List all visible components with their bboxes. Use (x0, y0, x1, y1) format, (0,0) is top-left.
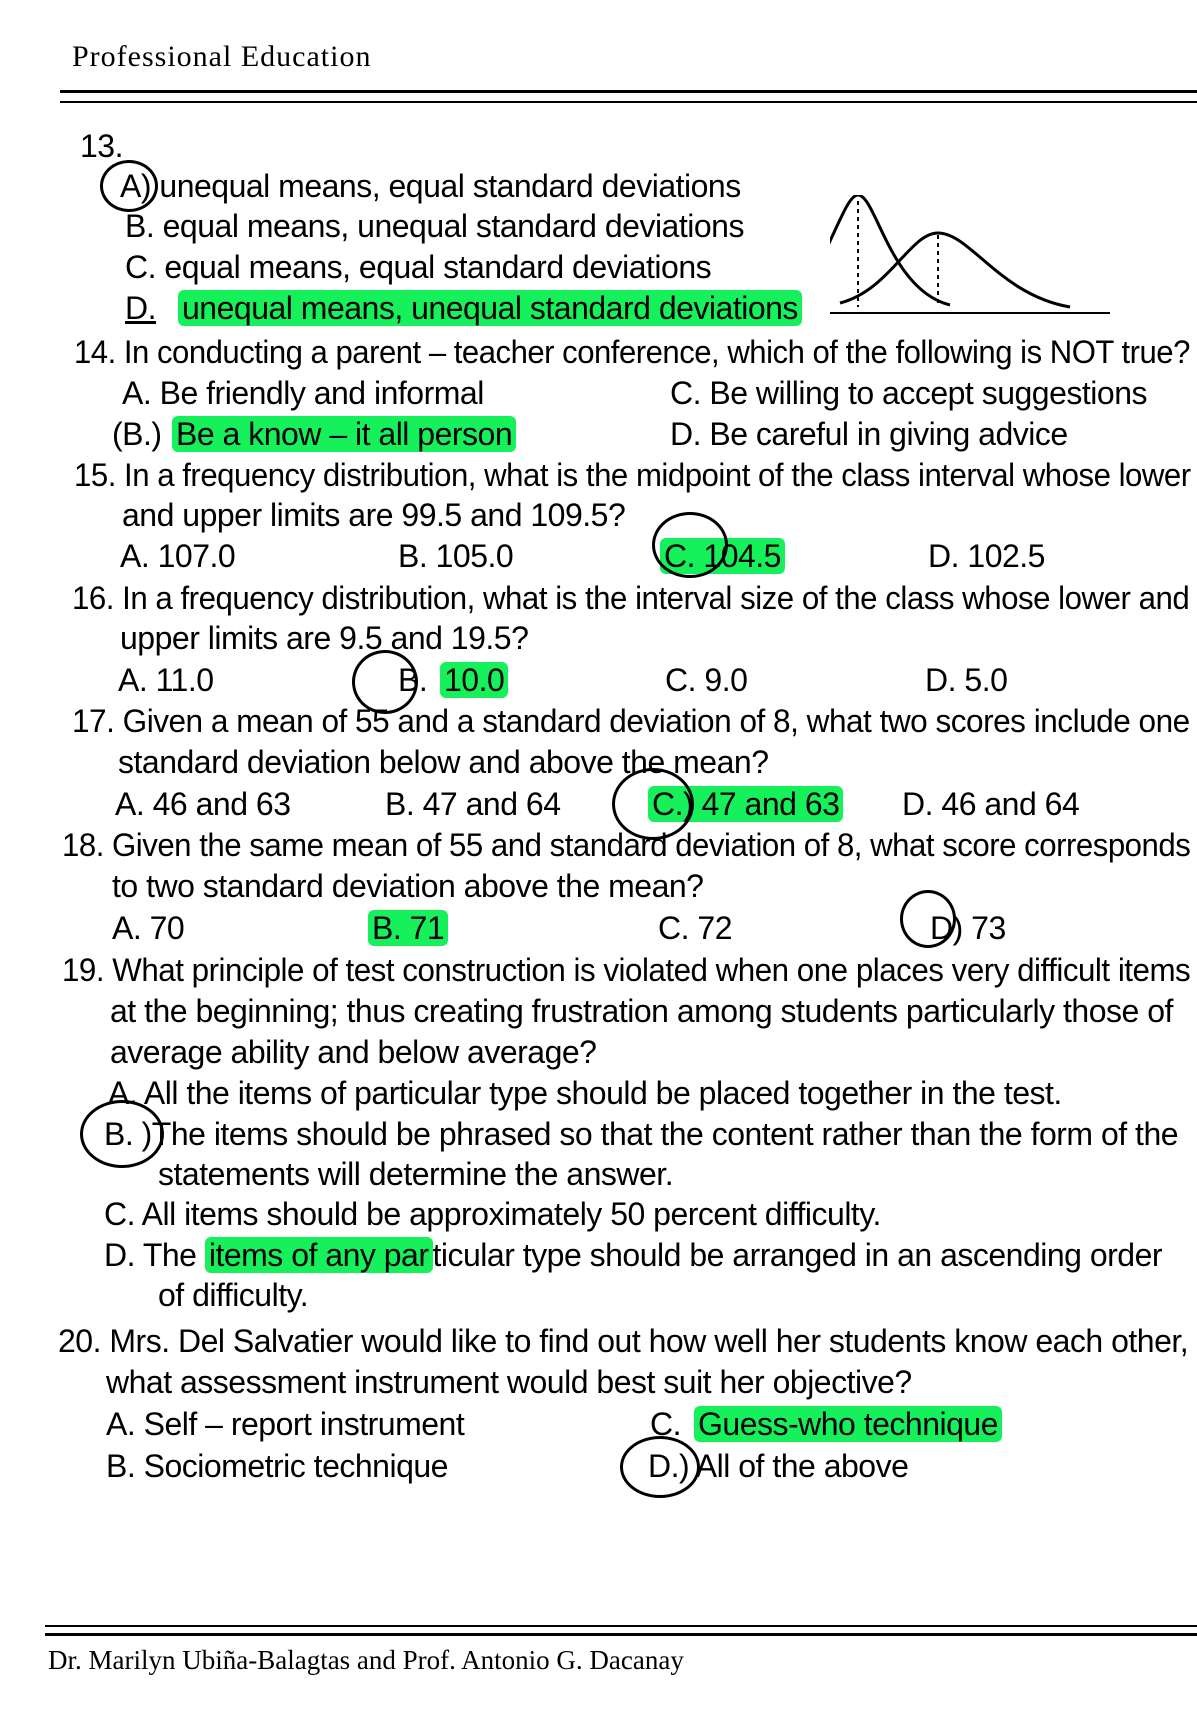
q20-option-c-letter: C. (650, 1406, 681, 1442)
q19-stem-line2: at the beginning; thus creating frustration among students particularly those of (110, 993, 1173, 1029)
tall-curve (830, 195, 950, 307)
q20-option-d: D.) All of the above (648, 1448, 909, 1484)
q18-stem-line1: 18. Given the same mean of 55 and standard deviation of 8, what score corresponds (62, 827, 1191, 863)
q13-option-d-letter: D. (125, 290, 156, 326)
q13-a-circle (100, 160, 158, 212)
q13-option-d (178, 290, 802, 326)
q18-option-a: A. 70 (112, 910, 185, 946)
q15-option-b: B. 105.0 (398, 538, 514, 574)
q14-b-highlight: Be a know – it all person (172, 416, 516, 452)
q16-option-c: C. 9.0 (665, 662, 748, 698)
q16-option-b (440, 662, 508, 698)
q16-stem-line2: upper limits are 9.5 and 19.5? (120, 620, 529, 656)
q20-c-highlight: Guess-who technique (694, 1406, 1002, 1442)
q19-option-b-line2: statements will determine the answer. (158, 1156, 674, 1192)
q18-option-d: D) 73 (930, 910, 1006, 946)
q16-option-d: D. 5.0 (925, 662, 1008, 698)
q17-stem-line1: 17. Given a mean of 55 and a standard deviation of 8, what two scores include one (72, 703, 1190, 739)
q18-b-highlight: B. 71 (368, 910, 448, 946)
q19-d-text-pre: D. The (104, 1237, 205, 1273)
q15-option-d: D. 102.5 (928, 538, 1045, 574)
q14-option-c: C. Be willing to accept suggestions (670, 375, 1147, 411)
q14-option-d: D. Be careful in giving advice (670, 416, 1068, 452)
q16-b-highlight: 10.0 (440, 662, 508, 698)
normal-curves-figure (830, 195, 1110, 320)
q19-option-d-line1 (104, 1237, 1162, 1273)
q18-option-b (368, 910, 448, 946)
q19-d-text-post: ticular type should be arranged in an ascending order (432, 1237, 1163, 1273)
q19-d-highlight: items of any par (205, 1237, 433, 1273)
q16-option-b-letter: B. (398, 662, 428, 698)
top-rule (60, 90, 1197, 103)
q16-option-a: A. 11.0 (118, 662, 214, 698)
q14-option-b-letter: (B.) (112, 416, 162, 452)
q20-option-a: A. Self – report instrument (106, 1406, 465, 1442)
wide-curve (840, 233, 1070, 307)
q19-stem-line3: average ability and below average? (110, 1034, 597, 1070)
q15-c-highlight: C. 104.5 (660, 538, 785, 574)
q13-option-b: B. equal means, unequal standard deviations (125, 208, 744, 244)
q20-option-c (694, 1406, 1002, 1442)
q20-d-circle (620, 1436, 700, 1498)
q15-stem-line1: 15. In a frequency distribution, what is the midpoint of the class interval whose lower (74, 457, 1191, 493)
q13-number: 13. (80, 128, 123, 164)
q19-option-d-line2: of difficulty. (158, 1277, 309, 1313)
q20-stem-line1: 20. Mrs. Del Salvatier would like to find out how well her students know each other, (58, 1323, 1189, 1359)
q14-option-a: A. Be friendly and informal (122, 375, 484, 411)
q19-stem-line1: 19. What principle of test construction is violated when one places very difficult items (62, 952, 1191, 988)
q20-stem-line2: what assessment instrument would best suit her objective? (106, 1364, 912, 1400)
q17-option-b: B. 47 and 64 (385, 786, 561, 822)
bottom-rule (45, 1625, 1197, 1636)
q14-stem: 14. In conducting a parent – teacher conference, which of the following is NOT true? (74, 334, 1190, 370)
page-header: Professional Education (72, 40, 372, 73)
q15-c-circle (652, 512, 728, 578)
q13-option-a: A) unequal means, equal standard deviations (120, 168, 741, 204)
q19-option-b-line1: B. )The items should be phrased so that the content rather than the form of the (104, 1116, 1179, 1152)
q16-stem-line1: 16. In a frequency distribution, what is the interval size of the class whose lower and (72, 580, 1190, 616)
q17-option-d: D. 46 and 64 (902, 786, 1080, 822)
q15-stem-line2: and upper limits are 99.5 and 109.5? (122, 497, 626, 533)
q17-stem-line2: standard deviation below and above the mean? (118, 744, 769, 780)
q18-stem-line2: to two standard deviation above the mean? (112, 868, 704, 904)
q17-option-a: A. 46 and 63 (115, 786, 291, 822)
q18-d-circle (900, 890, 956, 948)
q20-option-b: B. Sociometric technique (106, 1448, 448, 1484)
q14-option-b (172, 416, 516, 452)
q13-d-highlight: unequal means, unequal standard deviations (178, 290, 802, 326)
page-footer: Dr. Marilyn Ubiña-Balagtas and Prof. Antonio G. Dacanay (48, 1645, 684, 1675)
q13-option-c: C. equal means, equal standard deviations (125, 249, 712, 285)
q19-b-circle (80, 1100, 164, 1168)
q15-option-a: A. 107.0 (120, 538, 236, 574)
q19-option-a: A. All the items of particular type should be placed together in the test. (108, 1075, 1062, 1111)
q18-option-c: C. 72 (658, 910, 732, 946)
q19-option-c: C. All items should be approximately 50 percent difficulty. (104, 1196, 881, 1232)
q17-c-highlight: C.) 47 and 63 (648, 786, 843, 822)
